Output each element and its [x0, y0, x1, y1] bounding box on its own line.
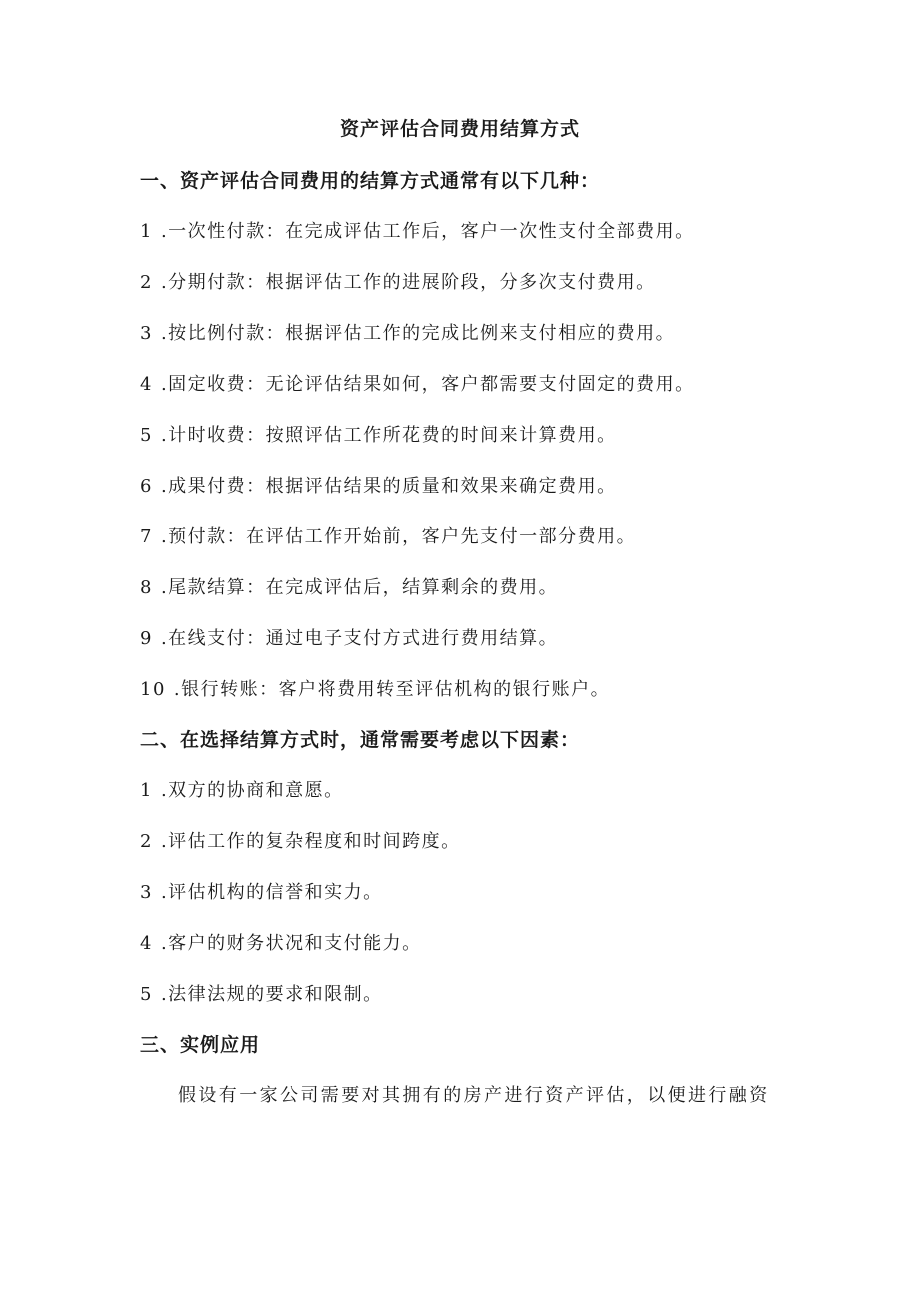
item-text: .双方的协商和意愿。 — [160, 780, 344, 801]
item-number: 3 — [140, 882, 153, 903]
list-item — [140, 370, 695, 396]
item-text: .客户的财务状况和支付能力。 — [160, 933, 422, 954]
list-item — [140, 268, 656, 294]
list-item — [140, 472, 617, 498]
item-number: 2 — [140, 831, 153, 852]
item-text: .成果付费：根据评估结果的质量和效果来确定费用。 — [160, 476, 617, 497]
item-number: 1 — [140, 780, 153, 801]
item-number: 4 — [140, 374, 153, 395]
item-number: 2 — [140, 272, 153, 293]
list-item — [140, 878, 383, 904]
section-1-heading: 一、资产评估合同费用的结算方式通常有以下几种： — [140, 170, 601, 192]
section-3-heading: 三、实例应用 — [140, 1034, 261, 1056]
list-item — [140, 522, 636, 548]
list-item — [140, 776, 344, 802]
list-item — [140, 929, 422, 955]
item-number: 10 — [140, 679, 166, 700]
item-text: .固定收费：无论评估结果如何，客户都需要支付固定的费用。 — [160, 374, 695, 395]
item-text: .银行转账：客户将费用转至评估机构的银行账户。 — [173, 679, 611, 700]
item-number: 7 — [140, 526, 153, 547]
item-number: 4 — [140, 933, 153, 954]
page-title: 资产评估合同费用结算方式 — [339, 118, 580, 140]
example-paragraph: 假设有一家公司需要对其拥有的房产进行资产评估，以便进行融资 — [178, 1085, 770, 1106]
item-text: .一次性付款：在完成评估工作后，客户一次性支付全部费用。 — [160, 221, 695, 242]
list-item — [140, 421, 617, 447]
list-item — [140, 319, 675, 345]
item-number: 5 — [140, 425, 153, 446]
item-number: 6 — [140, 476, 153, 497]
item-text: .评估机构的信誉和实力。 — [160, 882, 383, 903]
item-text: .法律法规的要求和限制。 — [160, 984, 383, 1005]
item-text: .评估工作的复杂程度和时间跨度。 — [160, 831, 461, 852]
item-text: .分期付款：根据评估工作的进展阶段，分多次支付费用。 — [160, 272, 656, 293]
list-item — [140, 980, 383, 1006]
item-text: .尾款结算：在完成评估后，结算剩余的费用。 — [160, 577, 559, 598]
item-number: 3 — [140, 323, 153, 344]
item-number: 1 — [140, 221, 153, 242]
item-text: .预付款：在评估工作开始前，客户先支付一部分费用。 — [160, 526, 637, 547]
item-number: 9 — [140, 628, 153, 649]
item-number: 5 — [140, 984, 153, 1005]
section-2-heading: 二、在选择结算方式时，通常需要考虑以下因素： — [140, 729, 581, 751]
item-number: 8 — [140, 577, 153, 598]
item-text: .按比例付款：根据评估工作的完成比例来支付相应的费用。 — [160, 323, 676, 344]
list-item — [140, 675, 610, 701]
list-item — [140, 573, 558, 599]
list-item — [140, 624, 558, 650]
item-text: .计时收费：按照评估工作所花费的时间来计算费用。 — [160, 425, 617, 446]
list-item — [140, 827, 461, 853]
list-item — [140, 217, 695, 243]
item-text: .在线支付：通过电子支付方式进行费用结算。 — [160, 628, 559, 649]
